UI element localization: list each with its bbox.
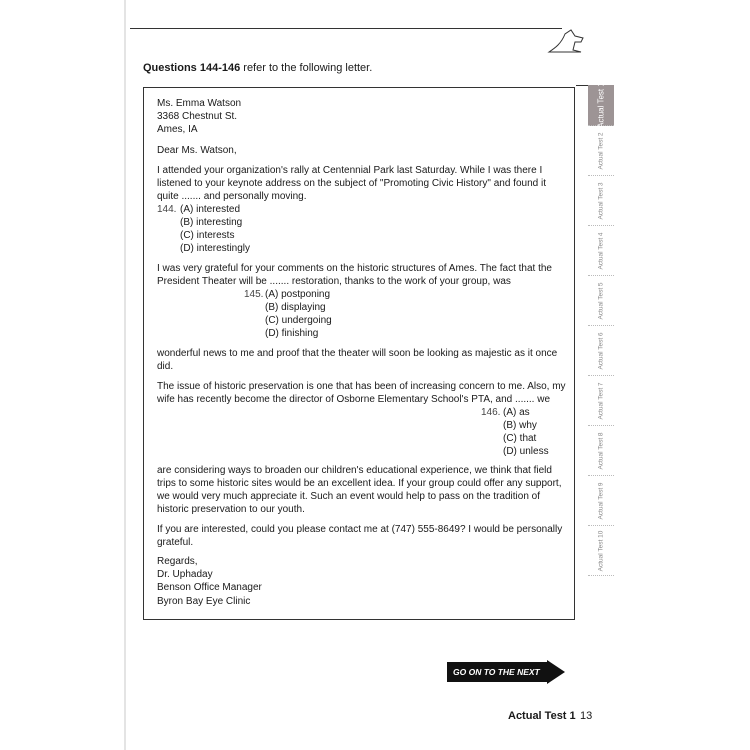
paragraph-line: quite ....... and personally moving. — [157, 191, 307, 202]
paragraph-line: The issue of historic preservation is one that has been of increasing concern to me. Also, my — [157, 381, 566, 392]
question-range: Questions 144-146 — [143, 62, 241, 74]
tab-label: Actual Test 2 — [597, 131, 605, 170]
answer-option[interactable]: (D) unless — [503, 446, 549, 457]
paragraph-line: If you are interested, could you please contact me at (747) 555-8649? I would be personally — [157, 524, 563, 535]
paragraph-line: I attended your organization's rally at Centennial Park last Saturday. While I was there I — [157, 165, 543, 176]
tab-label: Actual Test 9 — [597, 481, 605, 520]
answer-option[interactable]: (A) postponing — [265, 289, 331, 300]
paragraph-line: we would very much appreciate it. Such an event would help to pass on the tradition of — [157, 491, 541, 502]
question-number: 144. — [157, 204, 177, 215]
closing-line: Benson Office Manager — [157, 582, 262, 593]
answer-option[interactable]: (B) interesting — [180, 217, 243, 228]
tab-label: Actual Test 7 — [597, 381, 605, 420]
tab-actual-test-3[interactable] — [588, 176, 614, 226]
paragraph-line: listened to your keynote address on the subject of "Promoting Civic History" and found it — [157, 178, 546, 189]
tab-actual-test-2[interactable] — [588, 126, 614, 176]
tab-label: Actual Test 4 — [597, 231, 605, 270]
answer-option[interactable]: (A) as — [503, 407, 530, 418]
paragraph-line: President Theater will be ....... restoration, thanks to the work of your group, was — [157, 276, 511, 287]
test-tabs — [588, 82, 614, 576]
shoe-illustration-icon — [545, 28, 587, 54]
tab-label: Actual Test 8 — [597, 431, 605, 470]
paragraph-line: wife has recently become the director of Osborne Elementary School's PTA, and ....... we — [157, 394, 551, 405]
tab-actual-test-6[interactable] — [588, 326, 614, 376]
answer-option[interactable]: (C) undergoing — [265, 315, 332, 326]
top-rule — [130, 28, 562, 29]
address-line: Ames, IA — [157, 124, 198, 135]
page-number: 13 — [580, 710, 593, 722]
answer-option[interactable]: (D) interestingly — [180, 243, 251, 254]
answer-option[interactable]: (A) interested — [180, 204, 241, 215]
greeting: Dear Ms. Watson, — [157, 145, 237, 156]
closing-line: Dr. Uphaday — [157, 569, 213, 580]
paragraph-line: trips to some historic sites would be an excellent idea. If your group could offer any support, — [157, 478, 562, 489]
question-instruction — [143, 62, 372, 74]
paragraph-line: historic preservation to our youth. — [157, 504, 305, 515]
paragraph-line: are considering ways to broaden our children's educational experience, we think that field — [157, 465, 552, 476]
closing-line: Regards, — [157, 556, 198, 567]
tab-actual-test-5[interactable] — [588, 276, 614, 326]
footer-section: Actual Test 1 — [508, 710, 576, 722]
paragraph-line: wonderful news to me and proof that the theater will soon be looking as majestic as it once — [157, 348, 558, 359]
answer-option[interactable]: (B) displaying — [265, 302, 326, 313]
answer-option[interactable]: (D) finishing — [265, 328, 319, 339]
tab-label: Actual Test 10 — [597, 530, 605, 571]
paragraph-line: I was very grateful for your comments on the historic structures of Ames. The fact that the — [157, 263, 552, 274]
tab-actual-test-1[interactable] — [588, 82, 614, 128]
paragraph-line: did. — [157, 361, 174, 372]
answer-option[interactable]: (C) interests — [180, 230, 235, 241]
page-edge — [124, 0, 126, 750]
address-line: 3368 Chestnut St. — [157, 111, 238, 122]
tab-label: Actual Test 3 — [597, 181, 605, 220]
instruction-text: refer to the following letter. — [240, 62, 373, 74]
tab-label: Actual Test 6 — [597, 331, 605, 370]
address-line: Ms. Emma Watson — [157, 98, 242, 109]
answer-option[interactable]: (C) that — [503, 433, 537, 444]
closing-line: Byron Bay Eye Clinic — [157, 596, 251, 607]
tab-actual-test-4[interactable] — [588, 226, 614, 276]
tab-actual-test-10[interactable] — [588, 526, 614, 576]
paragraph-line: grateful. — [157, 537, 194, 548]
tab-connector — [576, 85, 588, 86]
tab-actual-test-9[interactable] — [588, 476, 614, 526]
tab-label: Actual Test 5 — [597, 281, 605, 320]
tab-actual-test-8[interactable] — [588, 426, 614, 476]
question-number: 146. — [481, 407, 501, 418]
arrow-right-icon — [547, 660, 565, 684]
tab-actual-test-7[interactable] — [588, 376, 614, 426]
answer-option[interactable]: (B) why — [503, 420, 537, 431]
question-number: 145. — [244, 289, 264, 300]
next-page-banner[interactable]: GO ON TO THE NEXT PAGE — [447, 662, 547, 682]
tab-label: Actual Test 1 — [596, 82, 606, 128]
